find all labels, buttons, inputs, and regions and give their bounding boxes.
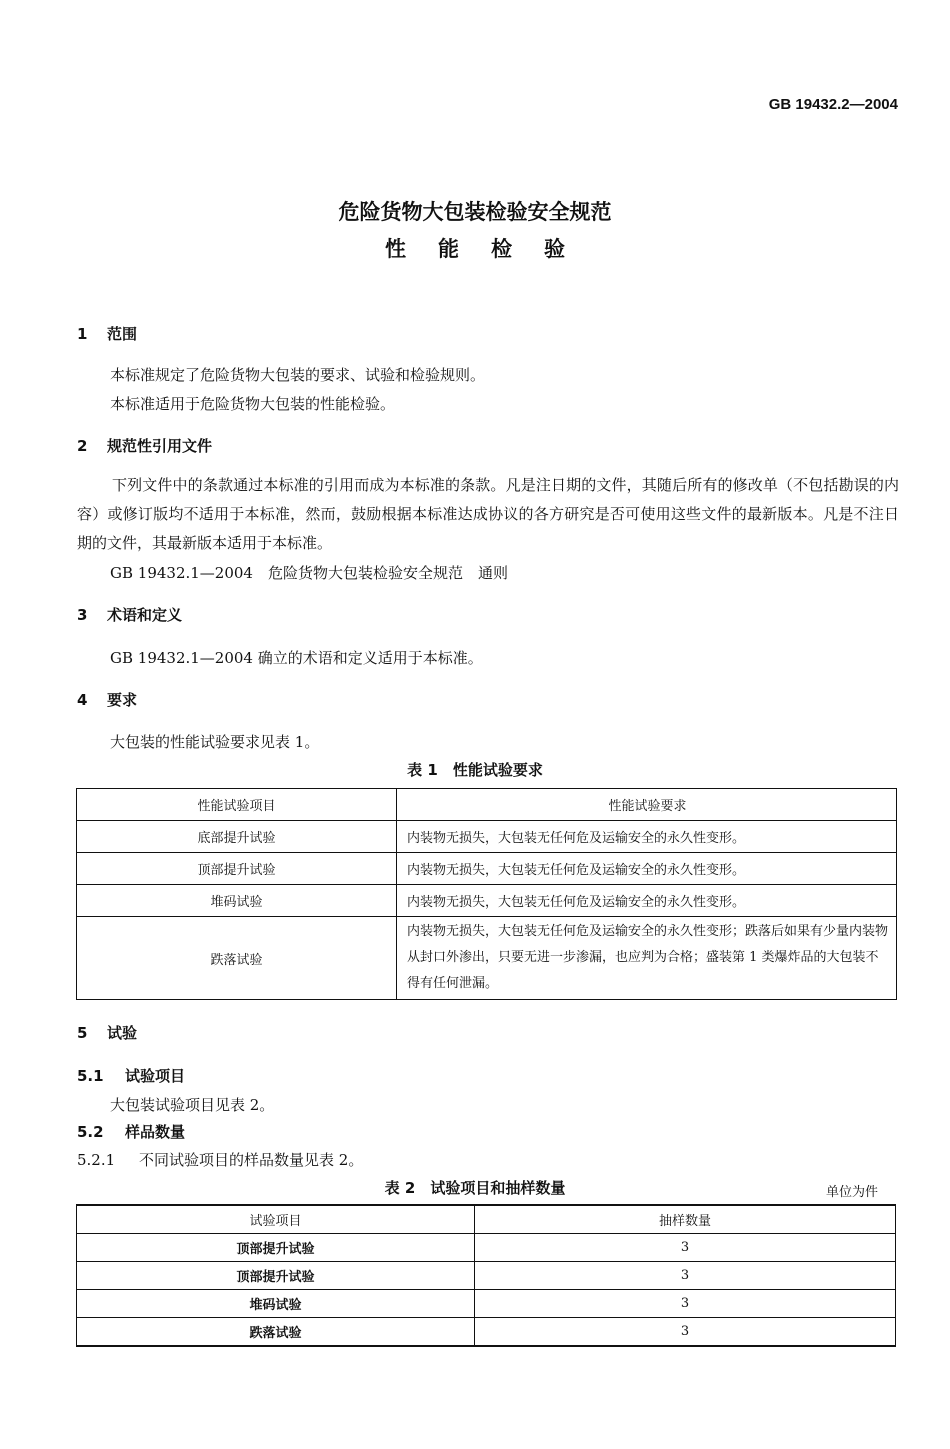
- table-cell: 底部提升试验: [77, 821, 397, 853]
- section-number: 2: [77, 437, 88, 455]
- section-number: 1: [77, 325, 88, 343]
- table-header-row: [77, 1205, 896, 1234]
- section-number: 5: [77, 1024, 88, 1042]
- table-row: [77, 1318, 896, 1347]
- table-cell: 顶部提升试验: [77, 1234, 475, 1262]
- section-number: 3: [77, 606, 88, 624]
- table-2-unit: 单位为件: [825, 1185, 878, 1200]
- section-title: 试验项目: [125, 1067, 186, 1085]
- section-3-heading: [77, 604, 182, 625]
- section-5-2-heading: [77, 1121, 185, 1142]
- section-3-para: GB 19432.1—2004 确立的术语和定义适用于本标准。: [110, 649, 483, 667]
- table-row: [77, 1262, 896, 1290]
- table-2-caption: 表 2 试验项目和抽样数量: [384, 1179, 566, 1197]
- section-4-para: 大包装的性能试验要求见表 1。: [110, 733, 320, 751]
- section-5-1-heading: [77, 1065, 185, 1086]
- table-cell: 内装物无损失，大包装无任何危及运输安全的永久性变形。: [397, 821, 897, 853]
- table-row: [77, 1234, 896, 1262]
- section-4-heading: [77, 689, 137, 710]
- section-2-heading: [77, 435, 212, 456]
- section-title: 术语和定义: [107, 606, 183, 624]
- section-5-2-1-para: [77, 1149, 363, 1170]
- table-cell: 堆码试验: [77, 885, 397, 917]
- section-5-1-para: 大包装试验项目见表 2。: [110, 1096, 275, 1114]
- section-5-heading: [77, 1022, 137, 1043]
- table-header-cell: 抽样数量: [475, 1205, 896, 1234]
- table-cell: 内装物无损失，大包装无任何危及运输安全的永久性变形；跌落后如果有少量内装物从封口外渗出，只要无进一步渗漏，也应判为合格；盛装第 1 类爆炸品的大包装不得有任何泄漏。: [397, 917, 897, 1000]
- table-1-caption: 表 1 性能试验要求: [407, 761, 543, 779]
- table-1: [76, 788, 897, 1000]
- table-header-row: [77, 789, 897, 821]
- section-title: 范围: [107, 325, 138, 343]
- table-row: [77, 885, 897, 917]
- section-2-paragraph: 下列文件中的条款通过本标准的引用而成为本标准的条款。凡是注日期的文件，其随后所有的修改单（不包括勘误的内容）或修订版均不适用于本标准，然而，鼓励根据本标准达成协议的各方研究是否可使用这些文件的最新版本。凡是不注日期的文件，其最新版本适用于本标准。: [77, 476, 899, 552]
- section-title: 试验: [107, 1024, 138, 1042]
- table-cell: 内装物无损失，大包装无任何危及运输安全的永久性变形。: [397, 885, 897, 917]
- document-title: 危险货物大包装检验安全规范: [338, 200, 612, 224]
- section-number: 5.1: [77, 1067, 104, 1085]
- section-1-para-1: 本标准规定了危险货物大包装的要求、试验和检验规则。: [110, 366, 486, 384]
- document-subtitle: 性能检验: [385, 237, 597, 261]
- section-1-para-2: 本标准适用于危险货物大包装的性能检验。: [110, 395, 396, 413]
- table-cell: 3: [475, 1234, 896, 1262]
- table-cell: 内装物无损失，大包装无任何危及运输安全的永久性变形。: [397, 853, 897, 885]
- table-2: [76, 1204, 896, 1347]
- section-title: 样品数量: [125, 1123, 186, 1141]
- table-row: [77, 1290, 896, 1318]
- section-number: 5.2: [77, 1123, 104, 1141]
- table-cell: 堆码试验: [77, 1290, 475, 1318]
- clause-text: 不同试验项目的样品数量见表 2。: [139, 1151, 364, 1169]
- section-title: 要求: [107, 691, 138, 709]
- table-cell: 顶部提升试验: [77, 853, 397, 885]
- table-cell: 跌落试验: [77, 1318, 475, 1347]
- normative-reference: GB 19432.1—2004 危险货物大包装检验安全规范 通则: [110, 564, 508, 582]
- section-title: 规范性引用文件: [107, 437, 213, 455]
- table-header-cell: 性能试验要求: [397, 789, 897, 821]
- table-row: [77, 821, 897, 853]
- table-cell: 3: [475, 1290, 896, 1318]
- section-1-heading: [77, 323, 137, 344]
- standard-number: GB 19432.2—2004: [768, 96, 898, 113]
- table-header-cell: 试验项目: [77, 1205, 475, 1234]
- table-header-cell: 性能试验项目: [77, 789, 397, 821]
- section-number: 5.2.1: [77, 1151, 116, 1169]
- table-cell: 3: [475, 1262, 896, 1290]
- table-cell: 顶部提升试验: [77, 1262, 475, 1290]
- table-row: [77, 853, 897, 885]
- table-row: [77, 917, 897, 1000]
- section-number: 4: [77, 691, 88, 709]
- table-cell: 3: [475, 1318, 896, 1347]
- table-cell: 跌落试验: [77, 917, 397, 1000]
